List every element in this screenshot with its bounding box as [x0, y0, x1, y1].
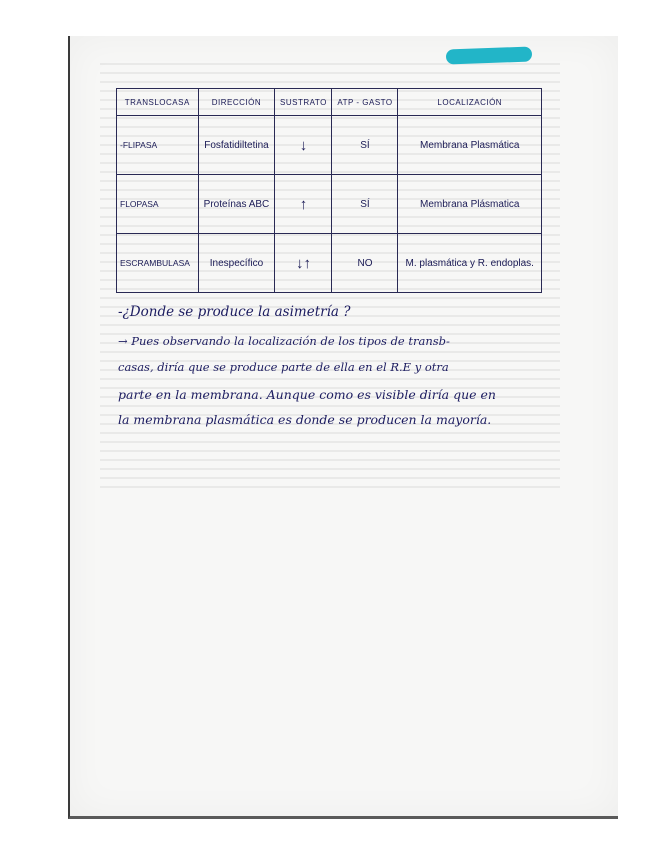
- header-direccion: DIRECCIÓN: [198, 89, 275, 116]
- answer-line: parte en la membrana. Aunque como es visible diría que en: [118, 387, 496, 402]
- cell-translocasa: -FLIPASA: [117, 116, 199, 175]
- cell-atp: NO: [332, 234, 398, 293]
- table-row: [117, 175, 542, 234]
- translocase-table: [116, 88, 542, 293]
- answer-line: → Pues observando la localización de los tipos de transb-: [118, 334, 450, 348]
- cell-direccion: Fosfatidiltetina: [198, 116, 275, 175]
- cell-localizacion: Membrana Plasmática: [398, 116, 542, 175]
- highlighter-mark: [446, 47, 532, 65]
- table-row: [117, 234, 542, 293]
- answer-line: la membrana plasmática es donde se producen la mayoría.: [118, 412, 492, 427]
- cell-sustrato: ↓↑: [275, 234, 332, 293]
- header-translocasa: TRANSLOCASA: [117, 89, 199, 116]
- cell-direccion: Proteínas ABC: [198, 175, 275, 234]
- table-row: [117, 116, 542, 175]
- header-atp-gasto: ATP - GASTO: [332, 89, 398, 116]
- cell-translocasa: ESCRAMBULASA: [117, 234, 199, 293]
- cell-localizacion: Membrana Plásmatica: [398, 175, 542, 234]
- table-header-row: [117, 89, 542, 116]
- answer-line: casas, diría que se produce parte de ella en el R.E y otra: [118, 360, 449, 374]
- cell-localizacion: M. plasmática y R. endoplas.: [398, 234, 542, 293]
- question-heading: -¿Donde se produce la asimetría ?: [118, 304, 351, 320]
- header-localizacion: LOCALIZACIÓN: [398, 89, 542, 116]
- notebook-page: [68, 36, 618, 819]
- cell-direccion: Inespecífico: [198, 234, 275, 293]
- cell-sustrato: ↓: [275, 116, 332, 175]
- cell-atp: SÍ: [332, 116, 398, 175]
- cell-atp: SÍ: [332, 175, 398, 234]
- header-sustrato: SUSTRATO: [275, 89, 332, 116]
- cell-sustrato: ↑: [275, 175, 332, 234]
- cell-translocasa: FLOPASA: [117, 175, 199, 234]
